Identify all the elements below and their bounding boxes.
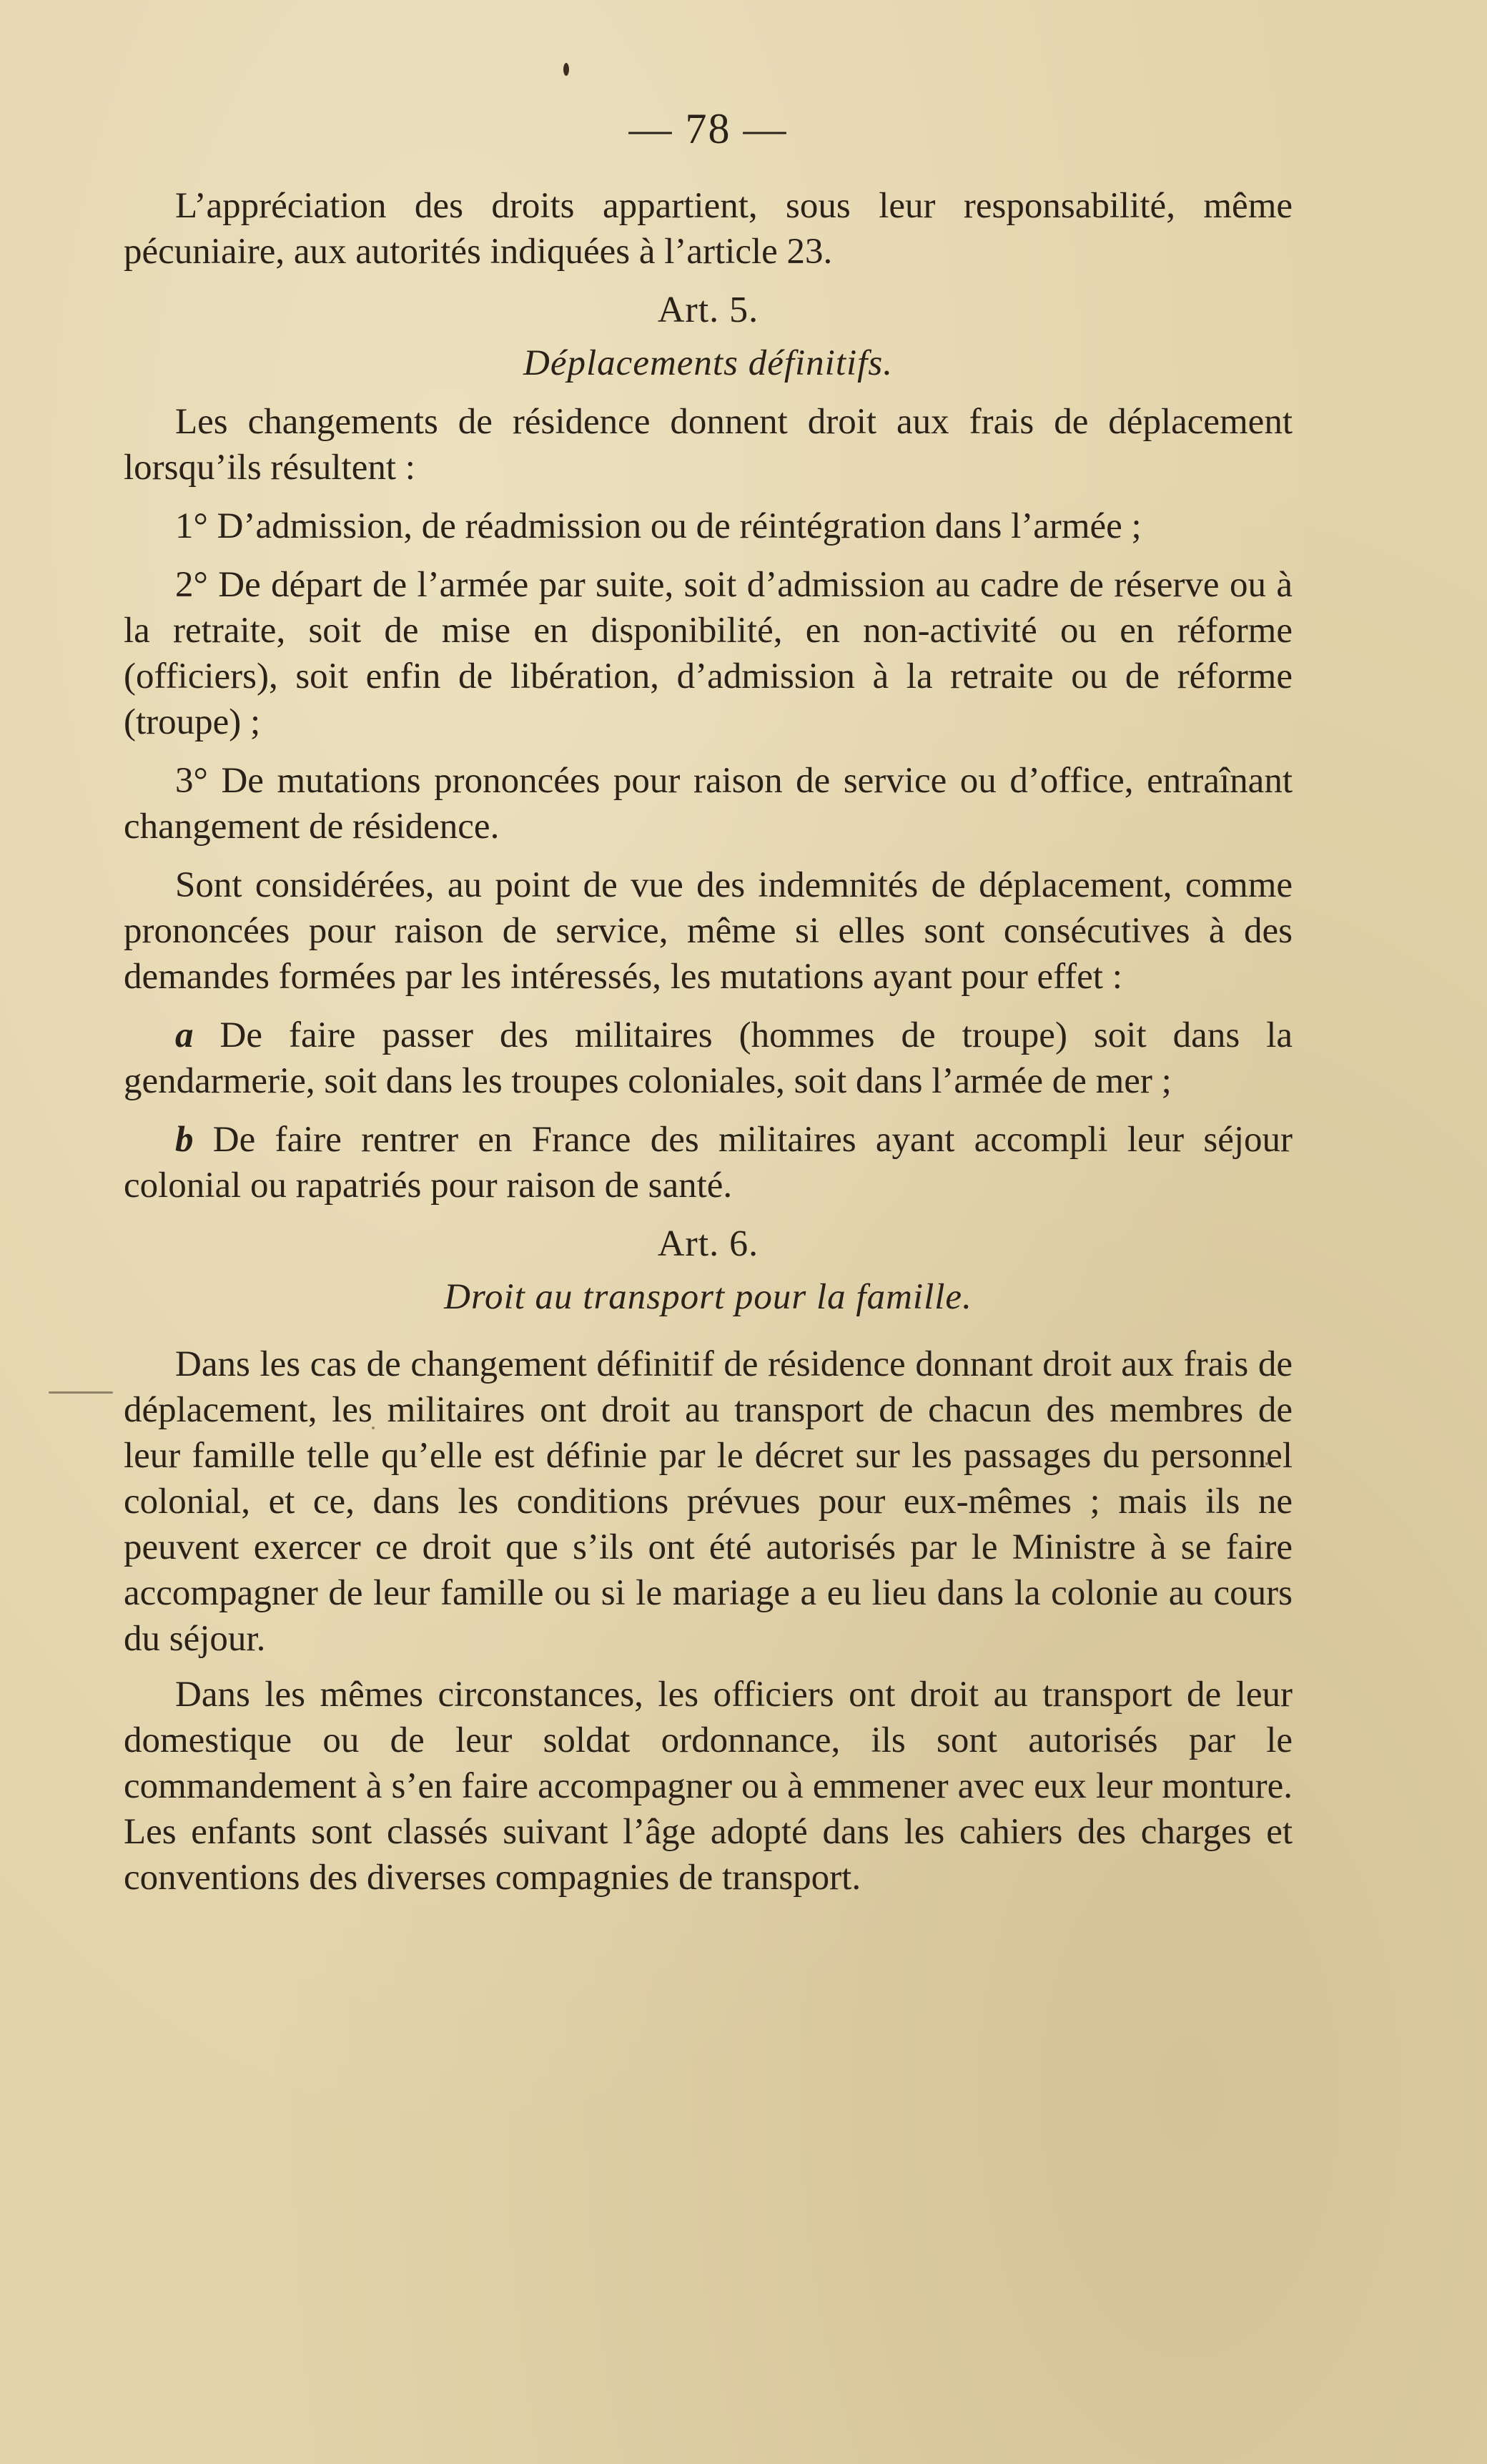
item-b-letter: b [175,1120,194,1160]
ink-speck [49,1391,113,1394]
article-5-item-3: 3° De mutations prononcées pour raison de service ou d’office, entraînant changement de résidence. [124,761,1293,847]
intro-paragraph: L’appréciation des droits appartient, sous leur responsabilité, même pécuniaire, aux autorités indiquées à l’article 23. [124,186,1293,272]
item-a-text: De faire passer des militaires (hommes de troupe) soit dans la gendarmerie, soit dans les troupes coloniales, soit dans l’armée de mer ; [124,1015,1293,1101]
item-b-text: De faire rentrer en France des militaires ayant accompli leur séjour colonial ou rapatriés pour raison de santé. [124,1120,1293,1206]
article-6-subtitle: Droit au transport pour la famille. [444,1277,972,1317]
article-5-heading: Art. 5. [657,290,759,330]
article-6-heading: Art. 6. [657,1223,759,1264]
article-5-item-b [124,1117,1293,1208]
text-block [124,100,1293,1913]
article-6-paragraph-1: Dans les cas de changement définitif de résidence donnant droit aux frais de déplacement, les militaires ont droit au transport de chacun des membres de leur famille telle qu’elle est définie par le décret sur les passages du personnel colonial, et ce, dans les conditions prévues pour eux-mêmes ; mais ils ne peuvent exercer ce droit que s’ils ont été autorisés par le Ministre à se faire accompagner de leur famille ou si le mariage a eu lieu dans la colonie au cours du séjour. [124,1344,1293,1659]
article-5-paragraph-1: Les changements de résidence donnent droit aux frais de déplacement lorsqu’ils résultent : [124,402,1293,488]
article-5-item-2: 2° De départ de l’armée par suite, soit d’admission au cadre de réserve ou à la retraite, soit de mise en disponibilité, en non-activité ou en réforme (officiers), soit enfin de libération, d’admission à la retraite ou de réforme (troupe) ; [124,565,1293,742]
article-5-subtitle: Déplacements définitifs. [523,343,893,383]
ink-speck [563,63,569,76]
article-5-paragraph-2: Sont considérées, au point de vue des indemnités de déplacement, comme prononcées pour raison de service, même si elles sont consécutives à des demandes formées par les intéressés, les mutations ayant pour effet : [124,865,1293,997]
article-6-paragraph-2: Dans les mêmes circonstances, les officiers ont droit au transport de leur domestique ou de leur soldat ordonnance, ils sont autorisés par le commandement à s’en faire accompagner ou à emmener avec eux leur monture. Les enfants sont classés suivant l’âge adopté dans les cahiers des charges et conventions des diverses compagnies de transport. [124,1675,1293,1898]
page-number: — 78 — [628,105,788,152]
article-5-item-1: 1° D’admission, de réadmission ou de réintégration dans l’armée ; [175,506,1142,546]
item-a-letter: a [175,1015,194,1055]
article-5-item-a [124,1012,1293,1104]
